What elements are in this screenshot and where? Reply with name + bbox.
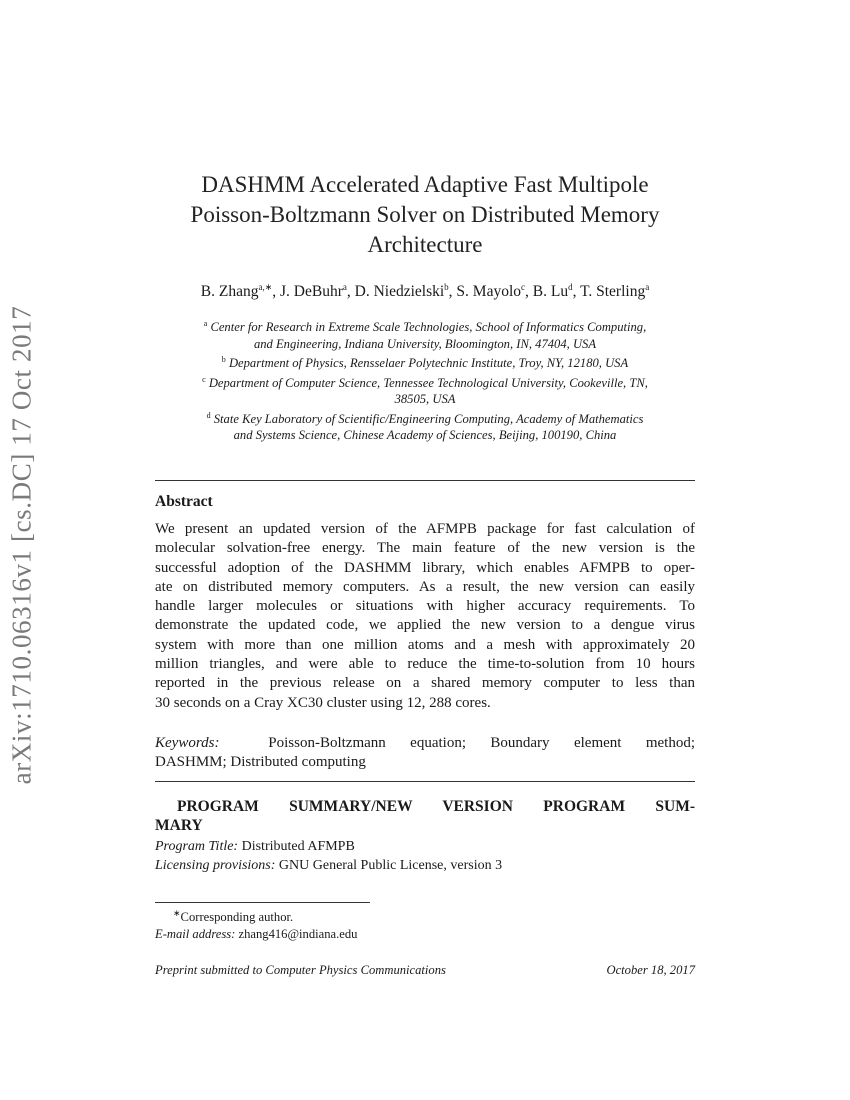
affiliation: $^c$ Department of Computer Science, Tennessee Technological University, Cookeville, TN, 38505, USA — [202, 374, 648, 407]
abstract-heading: Abstract — [155, 493, 213, 510]
title-line: DASHMM Accelerated Adaptive Fast Multipole — [201, 172, 649, 197]
abstract-line: demonstrate the updated code, we applied the new version to a dengue virus — [155, 617, 695, 634]
abstract-top-rule — [155, 480, 695, 481]
author: T. Sterling$^a$ — [580, 282, 650, 301]
program-summary-items — [155, 837, 502, 875]
email-note: E-mail address: zhang416@indiana.edu — [155, 926, 358, 941]
title-line: Poisson-Boltzmann Solver on Distributed Memory — [190, 202, 660, 227]
abstract-line: system with more than one million atoms and a mesh with approximately 20 — [155, 636, 695, 653]
email-link[interactable]: zhang416@indiana.edu — [238, 926, 358, 941]
keywords-label: Keywords: — [155, 735, 220, 751]
keywords — [155, 734, 695, 773]
affiliations — [155, 316, 695, 444]
abstract-body — [155, 520, 695, 713]
page-footer — [155, 963, 695, 978]
keywords-text: Poisson-Boltzmann equation; Boundary element method; — [268, 735, 695, 751]
preprint-note: Preprint submitted to Computer Physics Communications — [155, 963, 446, 977]
title-line: Architecture — [367, 232, 483, 257]
keywords-text: DASHMM; Distributed computing — [155, 754, 366, 771]
author: J. DeBuhr$^a$, — [280, 282, 355, 301]
corresponding-author-note: ∗Corresponding author. — [173, 908, 294, 925]
abstract-line: reported in the previous release on a shared memory computer to less than — [155, 675, 695, 692]
program-summary-item: Program Title: Distributed AFMPB — [155, 839, 355, 854]
abstract-line: We present an updated version of the AFMPB package for fast calculation of — [155, 521, 695, 537]
abstract-line: million triangles, and were able to reduce the time-to-solution from 10 hours — [155, 656, 695, 673]
program-summary-heading: PROGRAM SUMMARY/NEW VERSION PROGRAM SUM- MARY — [155, 798, 695, 834]
affiliation: $^a$ Center for Research in Extreme Scale Technologies, School of Informatics Computing, and Engineering, Indiana University, Bloomington, IN, 47404, USA — [203, 319, 647, 351]
author-list — [155, 282, 695, 301]
affiliation: $^d$ State Key Laboratory of Scientific/Engineering Computing, Academy of Mathematics and Systems Science, Chinese Academy of Sciences, Beijing, 100190, China — [206, 410, 644, 443]
footnote-rule — [155, 902, 370, 903]
preprint-date: October 18, 2017 — [606, 963, 695, 977]
author: B. Lu$^d$, — [532, 282, 581, 301]
paper-title — [155, 170, 695, 260]
author: B. Zhang$^{a,∗}$, — [200, 282, 281, 301]
abstract-line: 30 seconds on a Cray XC30 cluster using 12, 288 cores. — [155, 694, 491, 711]
program-summary-item: Licensing provisions: GNU General Public License, version 3 — [155, 858, 503, 873]
arxiv-identifier: arXiv:1710.06316v1 [cs.DC] 17 Oct 2017 — [6, 305, 37, 785]
author: D. Niedzielski$^b$, — [354, 282, 457, 301]
affiliation: $^b$ Department of Physics, Rensselaer Polytechnic Institute, Troy, NY, 12180, USA — [221, 355, 629, 371]
author: S. Mayolo$^c$, — [456, 282, 533, 301]
abstract-line: molecular solvation-free energy. The main feature of the new version is the — [155, 540, 695, 557]
footnotes — [155, 905, 357, 942]
abstract-bottom-rule — [155, 781, 695, 782]
abstract-line: ate on distributed memory computers. As a result, the new version can easily — [155, 578, 695, 595]
abstract-line: handle larger molecules or situations with higher accuracy requirements. To — [155, 598, 695, 615]
abstract-line: successful adoption of the DASHMM library, which enables AFMPB to oper- — [155, 559, 695, 576]
